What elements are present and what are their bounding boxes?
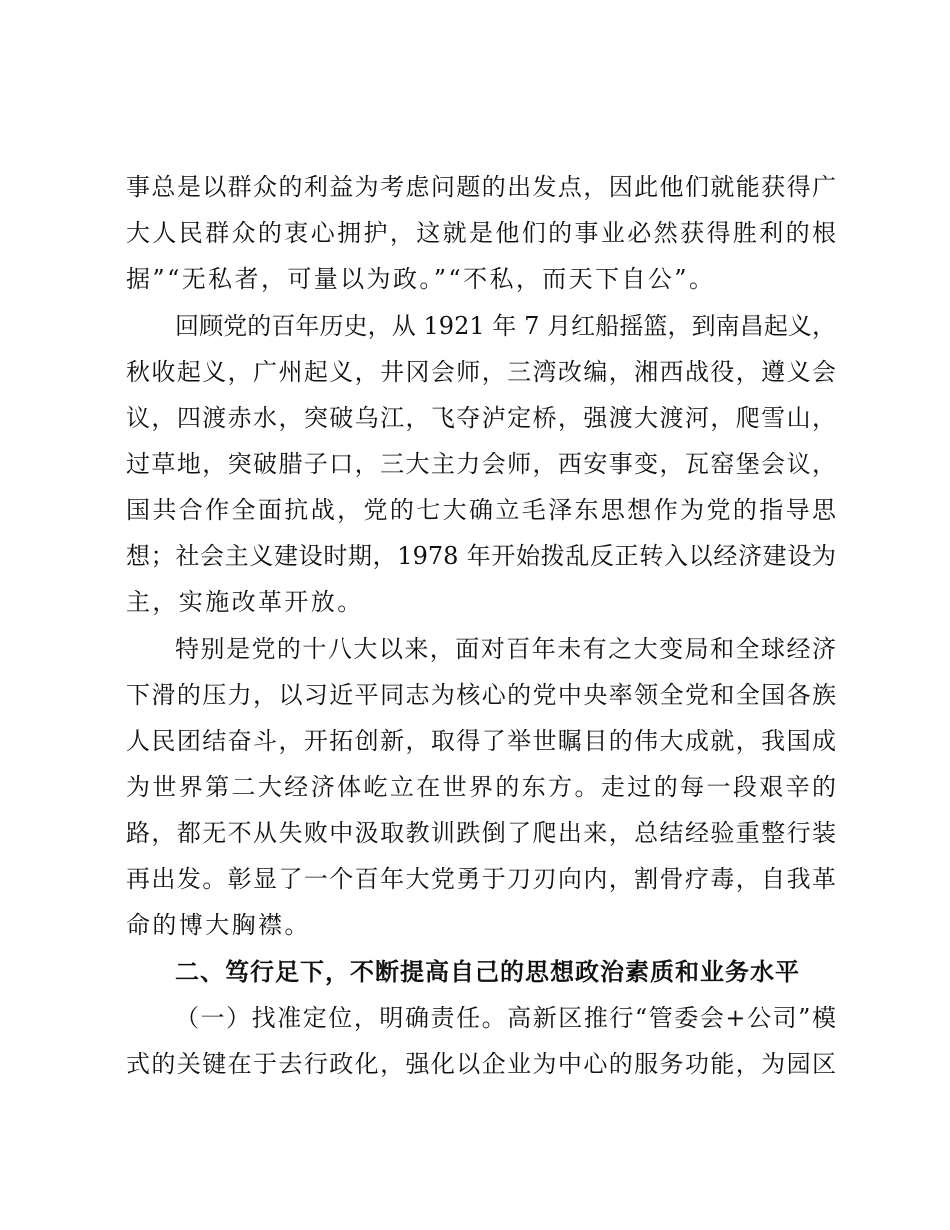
paragraph-2-line-3: 议，四渡赤水，突破乌江，飞夺泸定桥，强渡大渡河，爬雪山， [126,404,836,432]
paragraph-2-line-4: 过草地，突破腊子口，三大主力会师，西安事变，瓦窑堡会议， [126,450,836,478]
paragraph-2-line-1: 回顾党的百年历史，从 1921 年 7 月红船摇篮，到南昌起义， [175,312,836,340]
paragraph-4-line-2: 式的关键在于去行政化，强化以企业为中心的服务功能，为园区 [126,1050,836,1078]
paragraph-3-line-7: 命的博大胸襟。 [126,911,311,939]
paragraph-1-line-3: 据”“无私者，可量以为政。”“不私，而天下自公”。 [126,265,716,293]
paragraph-3-line-6: 再出发。彰显了一个百年大党勇于刀刃向内，割骨疗毒，自我革 [126,865,836,893]
paragraph-3-line-5: 路，都无不从失败中汲取教训跌倒了爬出来，总结经验重整行装 [126,819,836,847]
paragraph-1-line-1: 事总是以群众的利益为考虑问题的出发点，因此他们就能获得广 [126,173,836,201]
paragraph-1-line-2: 大人民群众的衷心拥护，这就是他们的事业必然获得胜利的根 [126,219,836,247]
paragraph-2-line-6: 想；社会主义建设时期，1978 年开始拨乱反正转入以经济建设为 [126,542,836,570]
paragraph-3-line-1: 特别是党的十八大以来，面对百年未有之大变局和全球经济 [175,635,836,663]
paragraph-2-line-2: 秋收起义，广州起义，井冈会师，三湾改编，湘西战役，遵义会 [126,358,836,386]
paragraph-2-line-5: 国共合作全面抗战，党的七大确立毛泽东思想作为党的指导思 [126,496,836,524]
paragraph-3-line-3: 人民团结奋斗，开拓创新，取得了举世瞩目的伟大成就，我国成 [126,727,836,755]
paragraph-2-line-7: 主，实施改革开放。 [126,588,364,616]
paragraph-4-line-1: （一）找准定位，明确责任。高新区推行“管委会+公司”模 [175,1004,836,1032]
paragraph-3-line-2: 下滑的压力，以习近平同志为核心的党中央率领全党和全国各族 [126,681,836,709]
section-heading: 二、笃行足下，不断提高自己的思想政治素质和业务水平 [175,958,800,986]
paragraph-3-line-4: 为世界第二大经济体屹立在世界的东方。走过的每一段艰辛的 [126,773,836,801]
